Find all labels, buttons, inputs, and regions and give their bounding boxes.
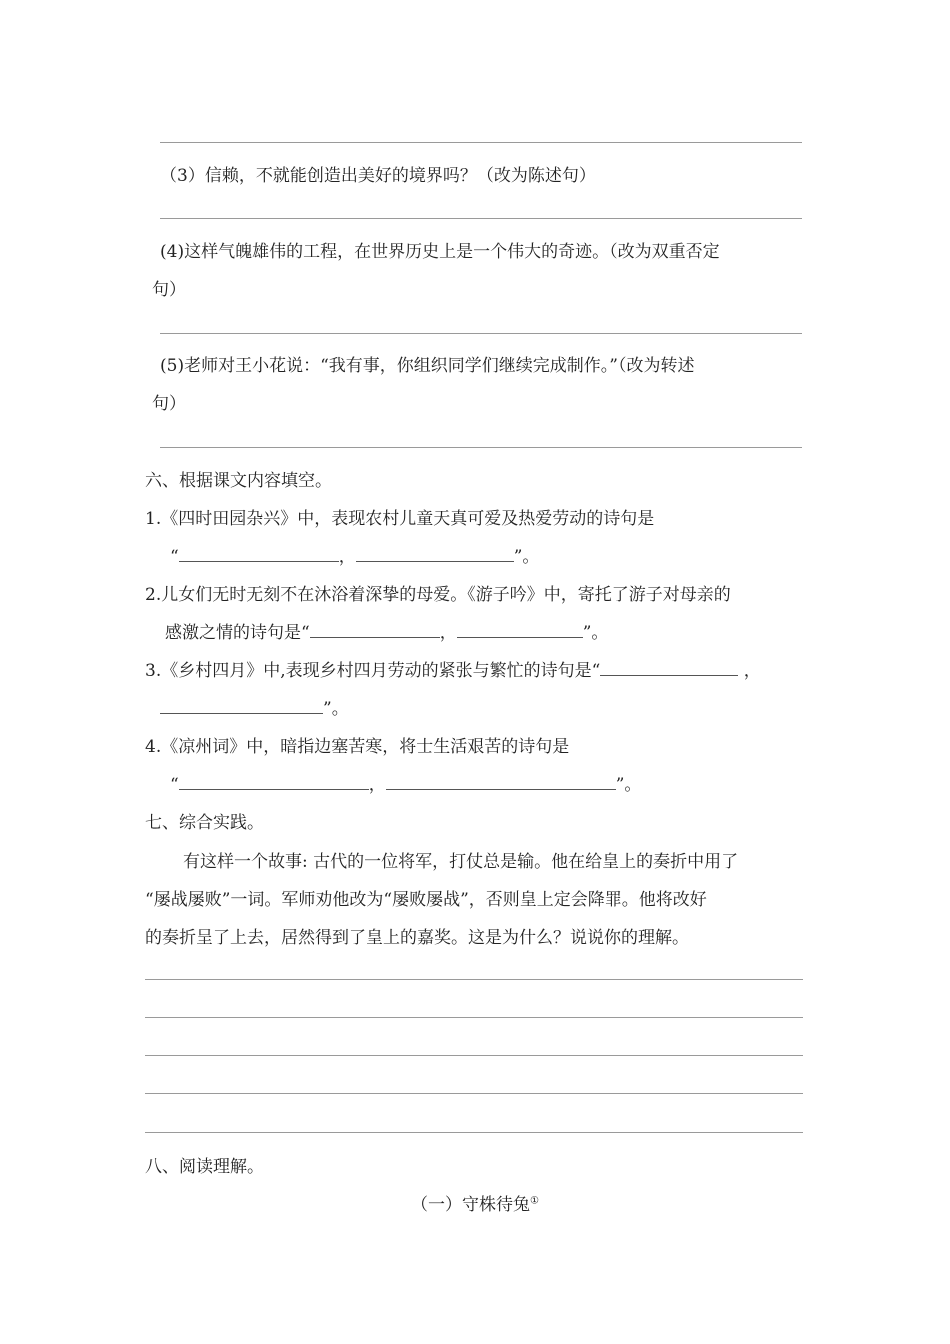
comma: ， [338, 547, 356, 567]
comma: ， [738, 661, 761, 681]
close-quote: ”。 [582, 623, 609, 643]
answer-line[interactable] [160, 447, 802, 448]
question-6-2-prefix: 感激之情的诗句是 [165, 623, 301, 643]
section-7-paragraph-line: 有这样一个故事: 古代的一位将军，打仗总是输。他在给皇上的奏折中用了 [183, 852, 739, 872]
comma: ， [439, 623, 457, 643]
section-7-paragraph-line: 的奏折呈了上去，居然得到了皇上的嘉奖。这是为什么？说说你的理解。 [145, 928, 689, 948]
blank-field[interactable] [356, 545, 514, 562]
question-5-5: (5)老师对王小花说：“我有事，你组织同学们继续完成制作。”（改为转述 [160, 356, 695, 376]
open-quote: “ [591, 661, 601, 681]
question-6-3-answer [160, 694, 349, 719]
section-7-heading: 七、综合实践。 [145, 813, 264, 833]
question-6-4-answer [170, 770, 641, 795]
answer-line[interactable] [145, 1055, 803, 1056]
footnote-marker: ① [530, 1195, 539, 1207]
close-quote: ”。 [513, 547, 540, 567]
answer-line[interactable] [145, 1132, 803, 1133]
question-6-2-answer [165, 618, 608, 643]
answer-line[interactable] [145, 1093, 803, 1094]
section-7-paragraph-line: “屡战屡败”一词。军师劝他改为“屡败屡战”，否则皇上定会降罪。他将改好 [145, 890, 707, 910]
open-quote: “ [170, 775, 179, 795]
comma: ， [368, 775, 386, 795]
answer-line[interactable] [145, 1017, 803, 1018]
answer-line[interactable] [160, 333, 802, 334]
blank-field[interactable] [179, 773, 369, 790]
passage-title-text: （一）守株待兔 [411, 1195, 531, 1215]
blank-field[interactable] [600, 659, 738, 676]
blank-field[interactable] [386, 773, 616, 790]
blank-field[interactable] [179, 545, 339, 562]
section-8-heading: 八、阅读理解。 [145, 1157, 264, 1177]
open-quote: “ [301, 623, 310, 643]
question-6-3 [145, 656, 761, 681]
question-5-3: （3）信赖，不就能创造出美好的境界吗？（改为陈述句） [160, 166, 596, 186]
answer-line[interactable] [160, 218, 802, 219]
section-6-heading: 六、根据课文内容填空。 [145, 471, 332, 491]
close-quote: ”。 [615, 775, 642, 795]
question-6-1-answer [170, 542, 539, 567]
question-6-3-text: 3.《乡村四月》中,表现乡村四月劳动的紧张与繁忙的诗句是 [145, 661, 592, 681]
answer-line[interactable] [160, 142, 802, 143]
question-6-2: 2.儿女们无时无刻不在沐浴着深挚的母爱。《游子吟》中，寄托了游子对母亲的 [145, 585, 731, 605]
question-5-5-continued: 句） [152, 394, 186, 414]
passage-title [0, 1190, 950, 1215]
close-quote: ”。 [323, 699, 349, 719]
question-6-4: 4.《凉州词》中，暗指边塞苦寒，将士生活艰苦的诗句是 [145, 737, 570, 757]
blank-field[interactable] [160, 697, 323, 714]
question-5-4: (4)这样气魄雄伟的工程，在世界历史上是一个伟大的奇迹。（改为双重否定 [160, 242, 720, 262]
question-5-4-continued: 句） [152, 280, 186, 300]
question-6-1: 1.《四时田园杂兴》中，表现农村儿童天真可爱及热爱劳动的诗句是 [145, 509, 655, 529]
answer-line[interactable] [145, 979, 803, 980]
open-quote: “ [170, 547, 179, 567]
blank-field[interactable] [310, 621, 440, 638]
blank-field[interactable] [457, 621, 583, 638]
